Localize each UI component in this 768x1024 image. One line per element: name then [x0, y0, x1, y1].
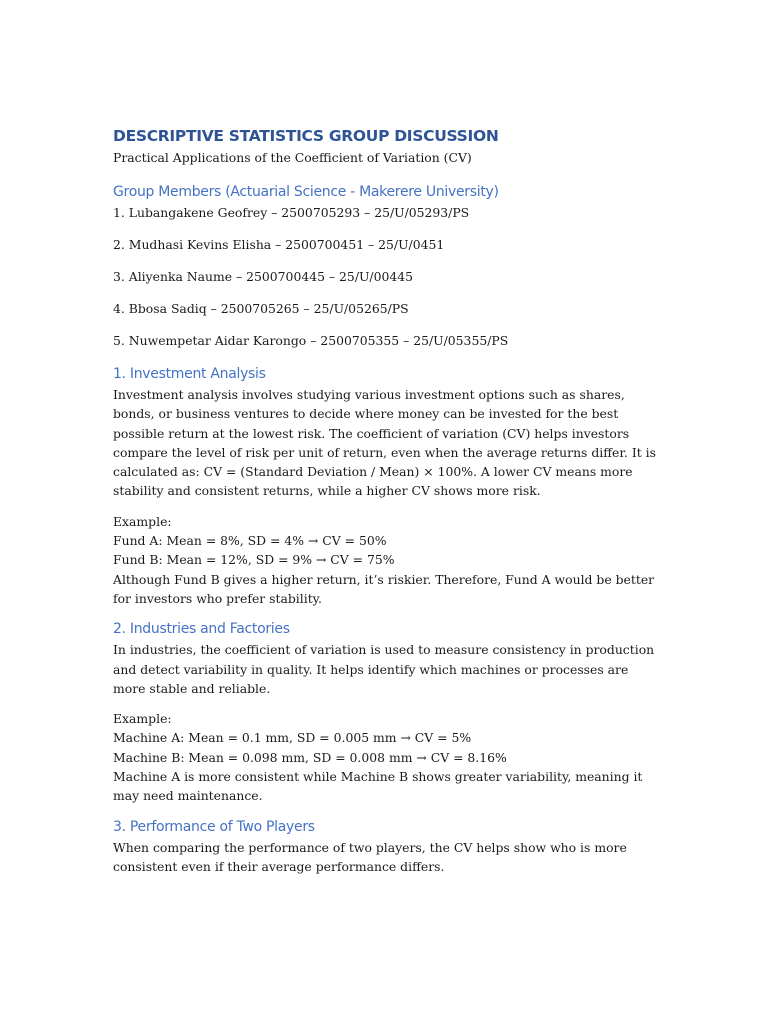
section-heading-two-players: 3. Performance of Two Players	[113, 818, 315, 835]
section-heading-investment-analysis: 1. Investment Analysis	[113, 366, 266, 382]
section-paragraph: When comparing the performance of two players, the CV helps show who is more consistent even if their average performance differs.	[113, 839, 627, 874]
document-title: DESCRIPTIVE STATISTICS GROUP DISCUSSION	[113, 127, 499, 145]
member-item: 3. Aliyenka Naume – 2500700445 – 25/U/00445	[113, 269, 414, 284]
section-paragraph: In industries, the coefficient of variation is used to measure consistency in production and detect variability in quality. It helps identify which machines or processes are more stable and reliable.	[113, 642, 655, 696]
document-page	[113, 124, 663, 876]
example-conclusion: Although Fund B gives a higher return, it’s riskier. Therefore, Fund A would be better for investors who prefer stability.	[113, 571, 655, 606]
group-members-list	[113, 203, 663, 353]
example-line: Fund A: Mean = 8%, SD = 4% → CV = 50%	[113, 533, 387, 549]
document-subtitle: Practical Applications of the Coefficient of Variation (CV)	[113, 150, 472, 165]
member-item: 1. Lubangakene Geofrey – 2500705293 – 25/U/05293/PS	[113, 205, 470, 220]
example-conclusion: Machine A is more consistent while Machine B shows greater variability, meaning it may need maintenance.	[113, 769, 643, 804]
example-label: Example:	[113, 711, 172, 727]
section-paragraph: Investment analysis involves studying various investment options such as shares, bonds, or business ventures to decide where money can be invested for the best possible return at the lowest risk. The coefficient of variation (CV) helps investors compare the level of risk per unit of return, even when the average returns differ. It is calculated as: CV = (Standard Deviation / Mean) × 100%. A lower CV means more stability and consistent returns, while a higher CV shows more risk.	[113, 387, 656, 499]
example-line: Machine B: Mean = 0.098 mm, SD = 0.008 mm → CV = 8.16%	[113, 749, 507, 765]
example-block	[113, 512, 663, 608]
member-item: 4. Bbosa Sadiq – 2500705265 – 25/U/05265/PS	[113, 301, 409, 316]
group-members-heading: Group Members (Actuarial Science - Makerere University)	[113, 184, 499, 200]
member-item: 5. Nuwempetar Aidar Karongo – 2500705355 – 25/U/05355/PS	[113, 333, 509, 348]
example-label: Example:	[113, 513, 172, 529]
member-item: 2. Mudhasi Kevins Elisha – 2500700451 – 25/U/0451	[113, 237, 445, 252]
example-line: Machine A: Mean = 0.1 mm, SD = 0.005 mm → CV = 5%	[113, 730, 472, 746]
example-block	[113, 709, 663, 805]
section-heading-industries-factories: 2. Industries and Factories	[113, 621, 290, 638]
example-line: Fund B: Mean = 12%, SD = 9% → CV = 75%	[113, 552, 395, 568]
